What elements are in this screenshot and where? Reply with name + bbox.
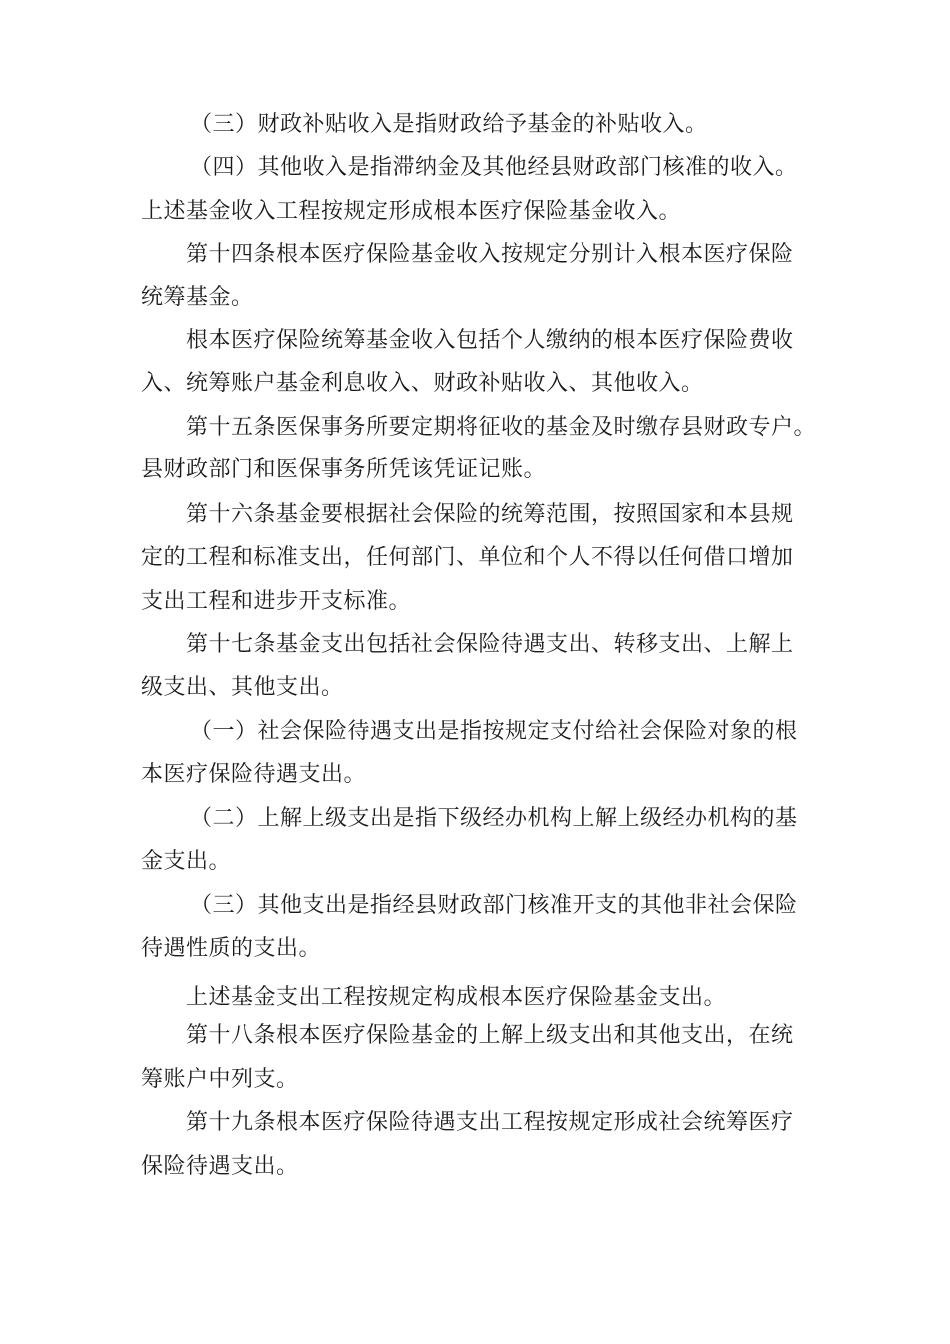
text-line: 第十五条医保事务所要定期将征收的基金及时缴存县财政专户。 [186, 415, 817, 440]
text-line: 第十六条基金要根据社会保险的统筹范围，按照国家和本县规 [186, 502, 794, 527]
text-line: 待遇性质的支出。 [141, 936, 322, 961]
text-line: 上述基金收入工程按规定形成根本医疗保险基金收入。 [141, 199, 682, 224]
text-line: 第十八条根本医疗保险基金的上解上级支出和其他支出，在统 [186, 1023, 794, 1048]
text-line: 统筹基金。 [141, 285, 254, 310]
text-line: 入、统筹账户基金利息收入、财政补贴收入、其他收入。 [141, 371, 704, 396]
text-line: （四）其他收入是指滞纳金及其他经县财政部门核准的收入。 [190, 155, 798, 180]
text-line: 支出工程和进步开支标准。 [141, 589, 412, 614]
text-line: 保险待遇支出。 [141, 1154, 299, 1179]
text-line: 级支出、其他支出。 [141, 675, 344, 700]
text-line: 筹账户中列支。 [141, 1067, 299, 1092]
text-line: 县财政部门和医保事务所凭该凭证记账。 [141, 457, 547, 482]
text-line: （一）社会保险待遇支出是指按规定支付给社会保险对象的根 [190, 719, 798, 744]
text-line: 第十七条基金支出包括社会保险待遇支出、转移支出、上解上 [186, 632, 794, 657]
text-line: 第十九条根本医疗保险待遇支出工程按规定形成社会统筹医疗 [186, 1110, 794, 1135]
text-line: （二）上解上级支出是指下级经办机构上解上级经办机构的基 [190, 806, 798, 831]
text-line: 本医疗保险待遇支出。 [141, 762, 367, 787]
text-line: 定的工程和标准支出，任何部门、单位和个人不得以任何借口增加 [141, 545, 794, 570]
text-line: （三）财政补贴收入是指财政给予基金的补贴收入。 [190, 112, 708, 137]
text-line: （三）其他支出是指经县财政部门核准开支的其他非社会保险 [190, 893, 798, 918]
text-line: 上述基金支出工程按规定构成根本医疗保险基金支出。 [186, 985, 727, 1010]
text-line: 第十四条根本医疗保险基金收入按规定分别计入根本医疗保险 [186, 242, 794, 267]
text-line: 根本医疗保险统筹基金收入包括个人缴纳的根本医疗保险费收 [186, 328, 794, 353]
text-line: 金支出。 [141, 849, 232, 874]
